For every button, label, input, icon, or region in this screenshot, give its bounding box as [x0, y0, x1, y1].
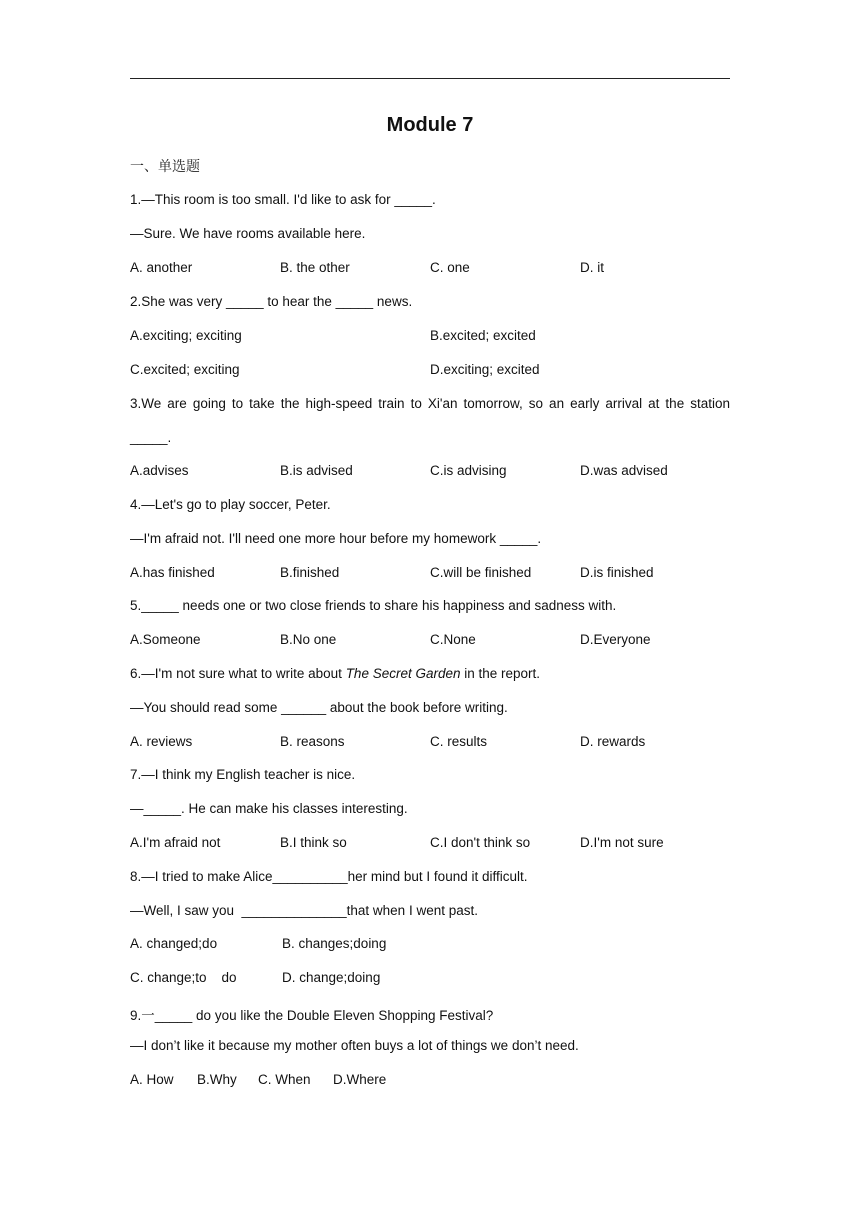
question-7-reply: —_____. He can make his classes interesting. — [130, 801, 408, 816]
q6-option-c: C. results — [430, 734, 488, 749]
question-5-stem: 5._____ needs one or two close friends to share his happiness and sadness with. — [130, 598, 617, 613]
question-6-stem-before: 6.—I'm not sure what to write about — [130, 666, 346, 681]
question-6-stem-after: in the report. — [460, 666, 541, 681]
question-4-reply: —I'm afraid not. I'll need one more hour before my homework _____. — [130, 531, 542, 546]
q4-option-a: A.has finished — [130, 565, 215, 580]
q8-option-c: C. change;to do — [130, 970, 237, 985]
page-title: Module 7 — [386, 114, 474, 136]
question-6-stem — [130, 666, 540, 681]
question-3-stem: 3.We are going to take the high-speed train to Xi'an tomorrow, so an early arrival at the station — [130, 396, 730, 411]
question-7-stem: 7.—I think my English teacher is nice. — [130, 767, 356, 782]
section-heading: 一、单选题 — [130, 159, 200, 175]
question-9-stem: 9.一_____ do you like the Double Eleven Shopping Festival? — [130, 1008, 494, 1023]
question-4-stem: 4.—Let's go to play soccer, Peter. — [130, 497, 331, 512]
q3-option-b: B.is advised — [280, 463, 353, 478]
q1-option-d: D. it — [580, 260, 605, 275]
q9-option-a: A. How — [130, 1072, 174, 1087]
q2-option-b: B.excited; excited — [430, 328, 536, 343]
q8-option-d: D. change;doing — [282, 970, 381, 985]
q2-option-a: A.exciting; exciting — [130, 328, 242, 343]
q7-option-b: B.I think so — [280, 835, 347, 850]
q3-option-c: C.is advising — [430, 463, 507, 478]
q9-option-d: D.Where — [333, 1072, 387, 1087]
q4-option-c: C.will be finished — [430, 565, 532, 580]
q8-option-a: A. changed;do — [130, 936, 218, 951]
q8-option-b: B. changes;doing — [282, 936, 387, 951]
q9-option-b: B.Why — [197, 1072, 237, 1087]
q4-option-b: B.finished — [280, 565, 340, 580]
book-title: The Secret Garden — [345, 666, 461, 681]
question-9-reply: —I don’t like it because my mother often buys a lot of things we don’t need. — [130, 1038, 579, 1053]
q9-option-c: C. When — [258, 1072, 311, 1087]
q6-option-d: D. rewards — [580, 734, 646, 749]
q5-option-d: D.Everyone — [580, 632, 651, 647]
q7-option-d: D.I'm not sure — [580, 835, 664, 850]
q6-option-b: B. reasons — [280, 734, 345, 749]
q2-option-c: C.excited; exciting — [130, 362, 240, 377]
q3-option-d: D.was advised — [580, 463, 668, 478]
q7-option-c: C.I don't think so — [430, 835, 531, 850]
question-8-stem: 8.—I tried to make Alice__________her mind but I found it difficult. — [130, 869, 528, 884]
q4-option-d: D.is finished — [580, 565, 654, 580]
header-rule — [130, 78, 730, 79]
q1-option-c: C. one — [430, 260, 470, 275]
question-6-reply: —You should read some ______ about the book before writing. — [130, 700, 508, 715]
q1-option-b: B. the other — [280, 260, 350, 275]
q5-option-c: C.None — [430, 632, 476, 647]
q1-option-a: A. another — [130, 260, 193, 275]
q6-option-a: A. reviews — [130, 734, 193, 749]
question-1-stem: 1.—This room is too small. I'd like to ask for _____. — [130, 192, 436, 207]
question-8-reply: —Well, I saw you ______________that when I went past. — [130, 903, 478, 918]
question-2-stem: 2.She was very _____ to hear the _____ news. — [130, 294, 413, 309]
q3-option-a: A.advises — [130, 463, 189, 478]
q5-option-a: A.Someone — [130, 632, 201, 647]
question-3-stem-continued: _____. — [130, 430, 172, 445]
q2-option-d: D.exciting; excited — [430, 362, 540, 377]
q7-option-a: A.I'm afraid not — [130, 835, 221, 850]
question-1-reply: —Sure. We have rooms available here. — [130, 226, 366, 241]
q5-option-b: B.No one — [280, 632, 337, 647]
